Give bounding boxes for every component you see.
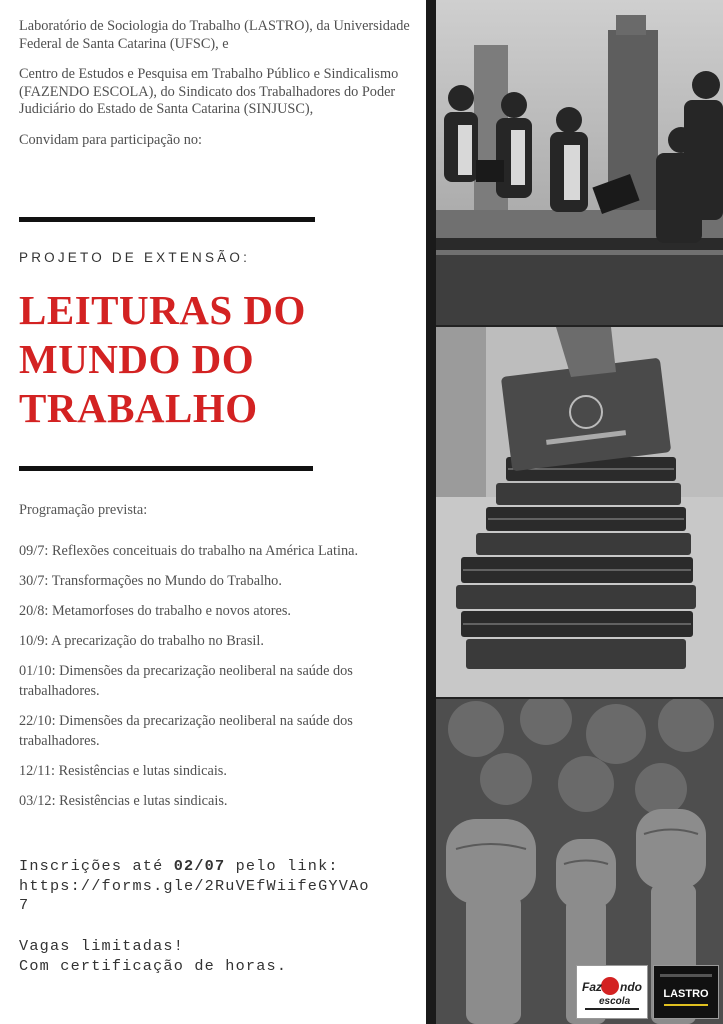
registration-info [19, 857, 419, 916]
workers-beam-image [436, 0, 723, 325]
schedule-item: 09/7: Reflexões conceituais do trabalho na América Latina. [19, 543, 359, 559]
title-line-3: TRABALHO [19, 385, 258, 431]
schedule-label: Programação prevista: [19, 502, 148, 518]
notes-certificate: Com certificação de horas. [19, 956, 288, 975]
intro-text [19, 18, 419, 162]
fazendo-escola-logo-image [577, 966, 647, 1018]
schedule-item: 22/10: Dimensões da precarização neoliberal na saúde dos trabalhadores. [19, 713, 353, 749]
work-cards-image [436, 327, 723, 697]
lastro-logo [653, 965, 719, 1019]
photo-column [436, 0, 723, 1024]
project-title [19, 286, 419, 433]
registration-suffix: pelo link: [225, 857, 339, 875]
svg-text:escola: escola [599, 996, 631, 1007]
schedule-item: 30/7: Transformações no Mundo do Trabalho. [19, 573, 282, 589]
work-cards-photo [436, 327, 723, 697]
registration-line [19, 857, 419, 877]
lastro-logo-image [654, 966, 718, 1018]
intro-lastro: Laboratório de Sociologia do Trabalho (LASTRO), da Universidade Federal de Santa Catarina (UFSC), e [19, 18, 410, 52]
intro-invite: Convidam para participação no: [19, 131, 203, 148]
project-kicker: PROJETO DE EXTENSÃO: [19, 250, 251, 265]
svg-text:Faz: Faz [582, 980, 603, 994]
intro-fazendo-escola: Centro de Estudos e Pesquisa em Trabalho Público e Sindicalismo (FAZENDO ESCOLA), do Sindicato dos Trabalhadores do Poder Judiciário do Estado de Santa Catarina (SINJUSC), [19, 66, 399, 117]
top-divider [19, 217, 315, 222]
vertical-divider [426, 0, 436, 1024]
schedule-item: 03/12: Resistências e lutas sindicais. [19, 793, 228, 809]
notes-limited: Vagas limitadas! [19, 937, 185, 955]
title-line-2: MUNDO DO [19, 336, 255, 382]
svg-text:LASTRO: LASTRO [663, 988, 709, 1000]
schedule-item: 12/11: Resistências e lutas sindicais. [19, 763, 227, 779]
registration-date: 02/07 [173, 857, 226, 875]
title-line-1: LEITURAS DO [19, 287, 306, 333]
schedule-item: 10/9: A precarização do trabalho no Brasil. [19, 633, 264, 649]
schedule-list [19, 541, 419, 821]
registration-link[interactable]: https://forms.gle/2RuVEfWiifeGYVAo7 [19, 876, 370, 914]
workers-beam-photo [436, 0, 723, 325]
fazendo-escola-logo [576, 965, 648, 1019]
svg-text:ndo: ndo [620, 980, 642, 994]
schedule-item: 20/8: Metamorfoses do trabalho e novos atores. [19, 603, 291, 619]
bottom-divider [19, 466, 313, 471]
notes [19, 937, 419, 976]
schedule-item: 01/10: Dimensões da precarização neoliberal na saúde dos trabalhadores. [19, 663, 353, 699]
registration-prefix: Inscrições até [19, 857, 174, 875]
